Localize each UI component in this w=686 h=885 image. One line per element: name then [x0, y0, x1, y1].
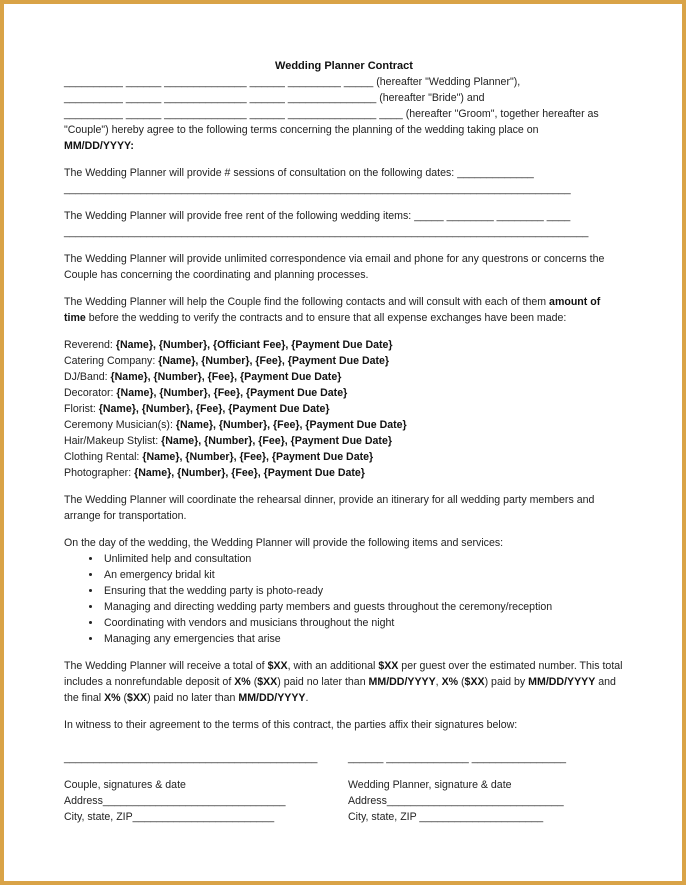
- contact-reverend: Reverend: {Name}, {Number}, {Officiant Fee}, {Payment Due Date}: [64, 339, 393, 351]
- wedding-date: MM/DD/YYYY:: [64, 140, 134, 152]
- document-title: Wedding Planner Contract: [275, 60, 413, 72]
- couple-signature-column: [64, 750, 318, 825]
- rent-paragraph: The Wedding Planner will provide free rent of the following wedding items: _____ ________ ________ ____: [64, 210, 571, 222]
- contact-photographer: Photographer: {Name}, {Number}, {Fee}, {Payment Due Date}: [64, 467, 365, 479]
- contact-clothing-rental: Clothing Rental: {Name}, {Number}, {Fee}, {Payment Due Date}: [64, 451, 374, 463]
- planner-signature-line[interactable]: ______ ______________ ________________: [348, 752, 566, 764]
- service-item: • Unlimited help and consultation: [102, 551, 624, 567]
- couple-address-field[interactable]: Address_______________________________: [64, 795, 286, 807]
- couple-city-field[interactable]: City, state, ZIP________________________: [64, 811, 275, 823]
- contact-ceremony-musicians: Ceremony Musician(s): {Name}, {Number}, {Fee}, {Payment Due Date}: [64, 419, 407, 431]
- contacts-intro-paragraph: The Wedding Planner will help the Couple find the following contacts and will consult with each of them amount of time before the wedding to verify the contracts and to ensure that all expense exchanges have been made:: [64, 296, 601, 324]
- rent-blank-line: _________________________________________________________________________________________: [64, 226, 589, 238]
- couple-signature-line[interactable]: ___________________________________________: [64, 752, 318, 764]
- parties-line-3: __________ ______ ______________ ______ _______________ ____ (hereafter "Groom", together hereafter as: [64, 108, 599, 120]
- planner-address-field[interactable]: Address______________________________: [348, 795, 564, 807]
- services-list: [64, 551, 624, 647]
- consultation-paragraph: The Wedding Planner will provide # sessions of consultation on the following dates: _____________: [64, 167, 534, 179]
- consultation-blank-line: ______________________________________________________________________________________: [64, 183, 571, 195]
- contact-florist: Florist: {Name}, {Number}, {Fee}, {Payment Due Date}: [64, 403, 330, 415]
- service-item: • An emergency bridal kit: [102, 567, 624, 583]
- service-item: • Managing any emergencies that arise: [102, 631, 624, 647]
- contact-catering: Catering Company: {Name}, {Number}, {Fee}, {Payment Due Date}: [64, 355, 390, 367]
- witness-paragraph: In witness to their agreement to the terms of this contract, the parties affix their signatures below:: [64, 719, 518, 731]
- contact-decorator: Decorator: {Name}, {Number}, {Fee}, {Payment Due Date}: [64, 387, 348, 399]
- planner-signature-column: [348, 750, 588, 825]
- service-item: • Managing and directing wedding party members and guests throughout the ceremony/reception: [102, 599, 624, 615]
- contacts-list: [64, 337, 624, 481]
- couple-signature-label: Couple, signatures & date: [64, 779, 186, 791]
- rehearsal-paragraph: The Wedding Planner will coordinate the rehearsal dinner, provide an itinerary for all wedding party members and arrange for transportation.: [64, 494, 595, 522]
- correspondence-paragraph: The Wedding Planner will provide unlimited correspondence via email and phone for any questrons or concerns the Couple has concerning the coordinating and planning processes.: [64, 253, 605, 281]
- day-intro-paragraph: On the day of the wedding, the Wedding Planner will provide the following items and services:: [64, 537, 504, 549]
- signature-block: [64, 750, 624, 825]
- contact-hair-makeup: Hair/Makeup Stylist: {Name}, {Number}, {Fee}, {Payment Due Date}: [64, 435, 392, 447]
- contract-page: [64, 58, 624, 825]
- contact-dj-band: DJ/Band: {Name}, {Number}, {Fee}, {Payment Due Date}: [64, 371, 342, 383]
- service-item: • Ensuring that the wedding party is photo-ready: [102, 583, 624, 599]
- planner-signature-label: Wedding Planner, signature & date: [348, 779, 512, 791]
- service-item: • Coordinating with vendors and musicians throughout the night: [102, 615, 624, 631]
- planner-city-field[interactable]: City, state, ZIP _____________________: [348, 811, 544, 823]
- payment-paragraph: The Wedding Planner will receive a total of $XX, with an additional $XX per guest over the estimated number. This total includes a nonrefundable deposit of X% ($XX) paid no later than MM/DD/YYYY, X% ($XX) paid by MM/DD/YYYY and the final X% ($XX) paid no later than MM/DD/YYYY.: [64, 660, 623, 704]
- parties-line-4: "Couple") hereby agree to the following terms concerning the planning of the wedding taking place on: [64, 124, 539, 136]
- parties-line-1: __________ ______ ______________ ______ _________ _____ (hereafter "Wedding Planner"),: [64, 76, 521, 88]
- parties-line-2: __________ ______ ______________ ______ _______________ (hereafter "Bride") and: [64, 92, 485, 104]
